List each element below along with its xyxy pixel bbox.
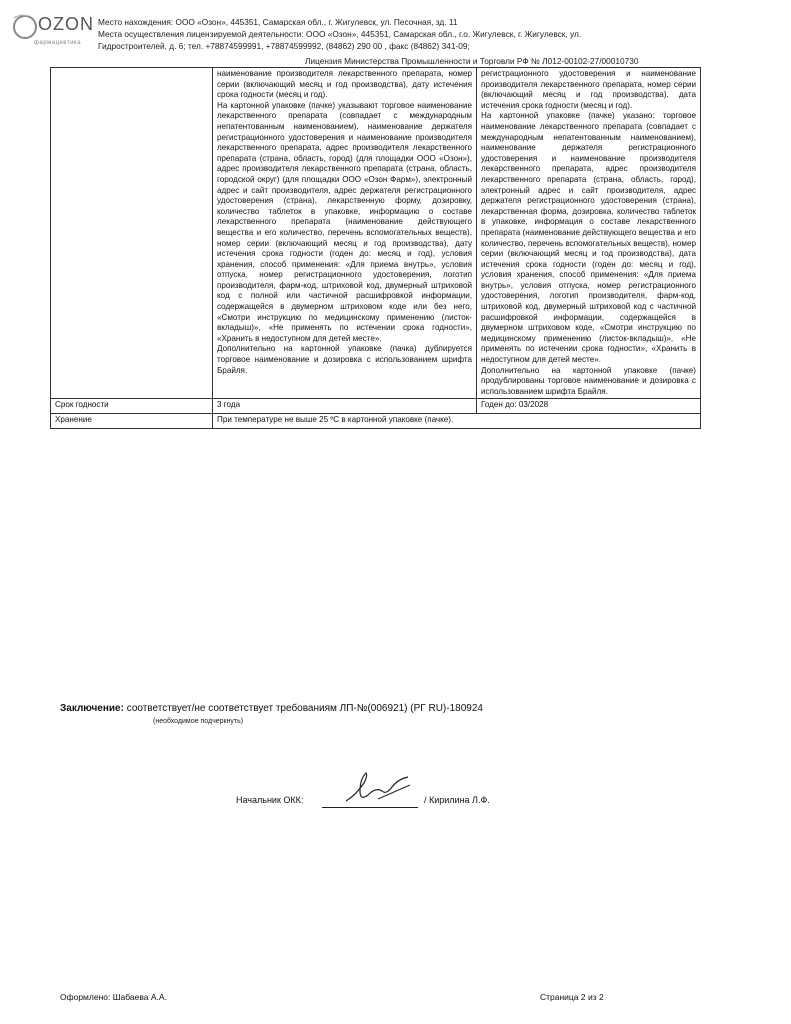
conclusion-note: (необходимое подчеркнуть) [153, 718, 244, 725]
spec-table [50, 67, 701, 429]
header-license: Лицензия Министерства Промышленности и Торговли РФ № Л012-00102-27/00010730 [305, 56, 639, 66]
logo-subtitle: фармацевтика [34, 40, 82, 46]
ozon-logo-icon [10, 12, 40, 42]
spec-paragraph: Дополнительно на картонной упаковке (пачка) дублируется торговое наименование и дозировка с использованием шрифта Брайля. [217, 344, 472, 375]
table-row-shelf-life [51, 399, 701, 414]
shelf-life-result: Годен до: 03/2028 [477, 399, 701, 414]
conclusion [60, 703, 483, 714]
table-row [51, 68, 701, 399]
header-address: Место нахождения: ООО «Озон», 445351, Самарская обл., г. Жигулевск, ул. Песочная, зд. 11 [98, 17, 458, 27]
signature-line [322, 807, 418, 808]
footer-prepared-by: Оформлено: Шабаева А.А. [60, 992, 167, 1002]
logo-text: OZON [38, 14, 94, 34]
table-row-storage [51, 414, 701, 429]
result-paragraph: регистрационного удостоверения и наименование производителя лекарственного препарата, номер серии (включающий месяц и год производства), дата истечения срока годности (месяц и год). [481, 69, 696, 110]
conclusion-label: Заключение: [60, 703, 124, 714]
table-cell-empty [51, 68, 213, 399]
conclusion-text: соответствует/не соответствует требованиям ЛП-№(006921) (РГ RU)-180924 [126, 703, 483, 714]
footer-page-number: Страница 2 из 2 [540, 992, 604, 1002]
signature-scribble [338, 765, 418, 809]
document-header [98, 16, 698, 52]
spec-paragraph: наименование производителя лекарственного препарата, номер серии (включающий месяц и год производства), дату истечения срока годности (месяц и год). [217, 69, 472, 100]
signature-name: / Кирилина Л.Ф. [424, 795, 490, 805]
header-contacts: Гидростроителей, д. 6; тел. +78874599991, +78874599992, (84862) 290 00 , факс (84862) 341-09; [98, 41, 470, 51]
result-paragraph: Дополнительно на картонной упаковке (пачке) продублированы торговое наименование и дозировка с использованием шрифта Брайля. [481, 365, 696, 396]
result-column [477, 68, 701, 399]
storage-label: Хранение [51, 414, 213, 429]
shelf-life-label: Срок годности [51, 399, 213, 414]
storage-value: При температуре не выше 25 ºС в картонной упаковке (пачке). [213, 414, 701, 429]
spec-paragraph: На картонной упаковке (пачке) указывают торговое наименование лекарственного препарата (совпадает с международным непатентованным наименованием), наименование держателя регистрационного удостоверения и наименование производителя лекарственного препарата, адрес производителя лекарственного препарата (страна, область, город) (для площадки ООО «Озон»), адрес производителя лекарственного препарата (страна, область, городской округ) (для площадки ООО «Озон Фарм»), электронный адрес и сайт производителя, адрес держателя регистрационного удостоверения (страна), лекарственную форму, дозировку, количество таблеток в упаковке, информацию о составе лекарственного препарата (наименование действующего вещества и его количество, перечень вспомогательных веществ), номер серии (включающий месяц и год производства), дату истечения срока годности (годен до: месяц и год), условия хранения, способ применения: «Для приема внутрь», условия отпуска, номер регистрационного удостоверения, логотип производителя, фарм-код, штриховой код, двумерный штриховой код с полной или частичной расшифровкой информации, содержащейся в двумерном штриховом коде или без него, «Смотри инструкцию по медицинскому применению (листок-вкладыш)», «Не применять по истечении срока годности», «Хранить в недоступном для детей месте». [217, 100, 472, 343]
spec-column [213, 68, 477, 399]
ozon-logo [6, 6, 96, 50]
signature-role: Начальник ОКК: [236, 795, 304, 805]
shelf-life-spec: 3 года [213, 399, 477, 414]
header-activity-address: Места осуществления лицензируемой деятельности: ООО «Озон», 445351, Самарская обл., г.о. Жигулевск, г. Жигулевск, ул. [98, 29, 582, 39]
result-paragraph: На картонной упаковке (пачке) указано: торговое наименование лекарственного препарата (совпадает с международным непатентованным наименованием), наименование держателя регистрационного удостоверения и наименование производителя лекарственного препарата, адрес производителя лекарственного препарата (страна, область, город), электронный адрес и сайт производителя, адрес держателя регистрационного удостоверения (страна), лекарственная форма, дозировка, количество таблеток в упаковке, информация о составе лекарственного препарата (наименование действующего вещества и его количество, перечень вспомогательных веществ), номер серии (включающий месяц и год производства), дата истечения срока годности (годен до: месяц и год), условия хранения, способ применения: «Для приема внутрь», условия отпуска, номер регистрационного удостоверения, логотип производителя, фарм-код, штриховой код, двумерный штриховой код с частичной расшифровкой информации, содержащейся в двумерном штриховом коде, «Смотри инструкцию по медицинскому применению (листок-вкладыш)», «Не применять по истечении срока годности», «Хранить в недоступном для детей месте». [481, 111, 696, 365]
